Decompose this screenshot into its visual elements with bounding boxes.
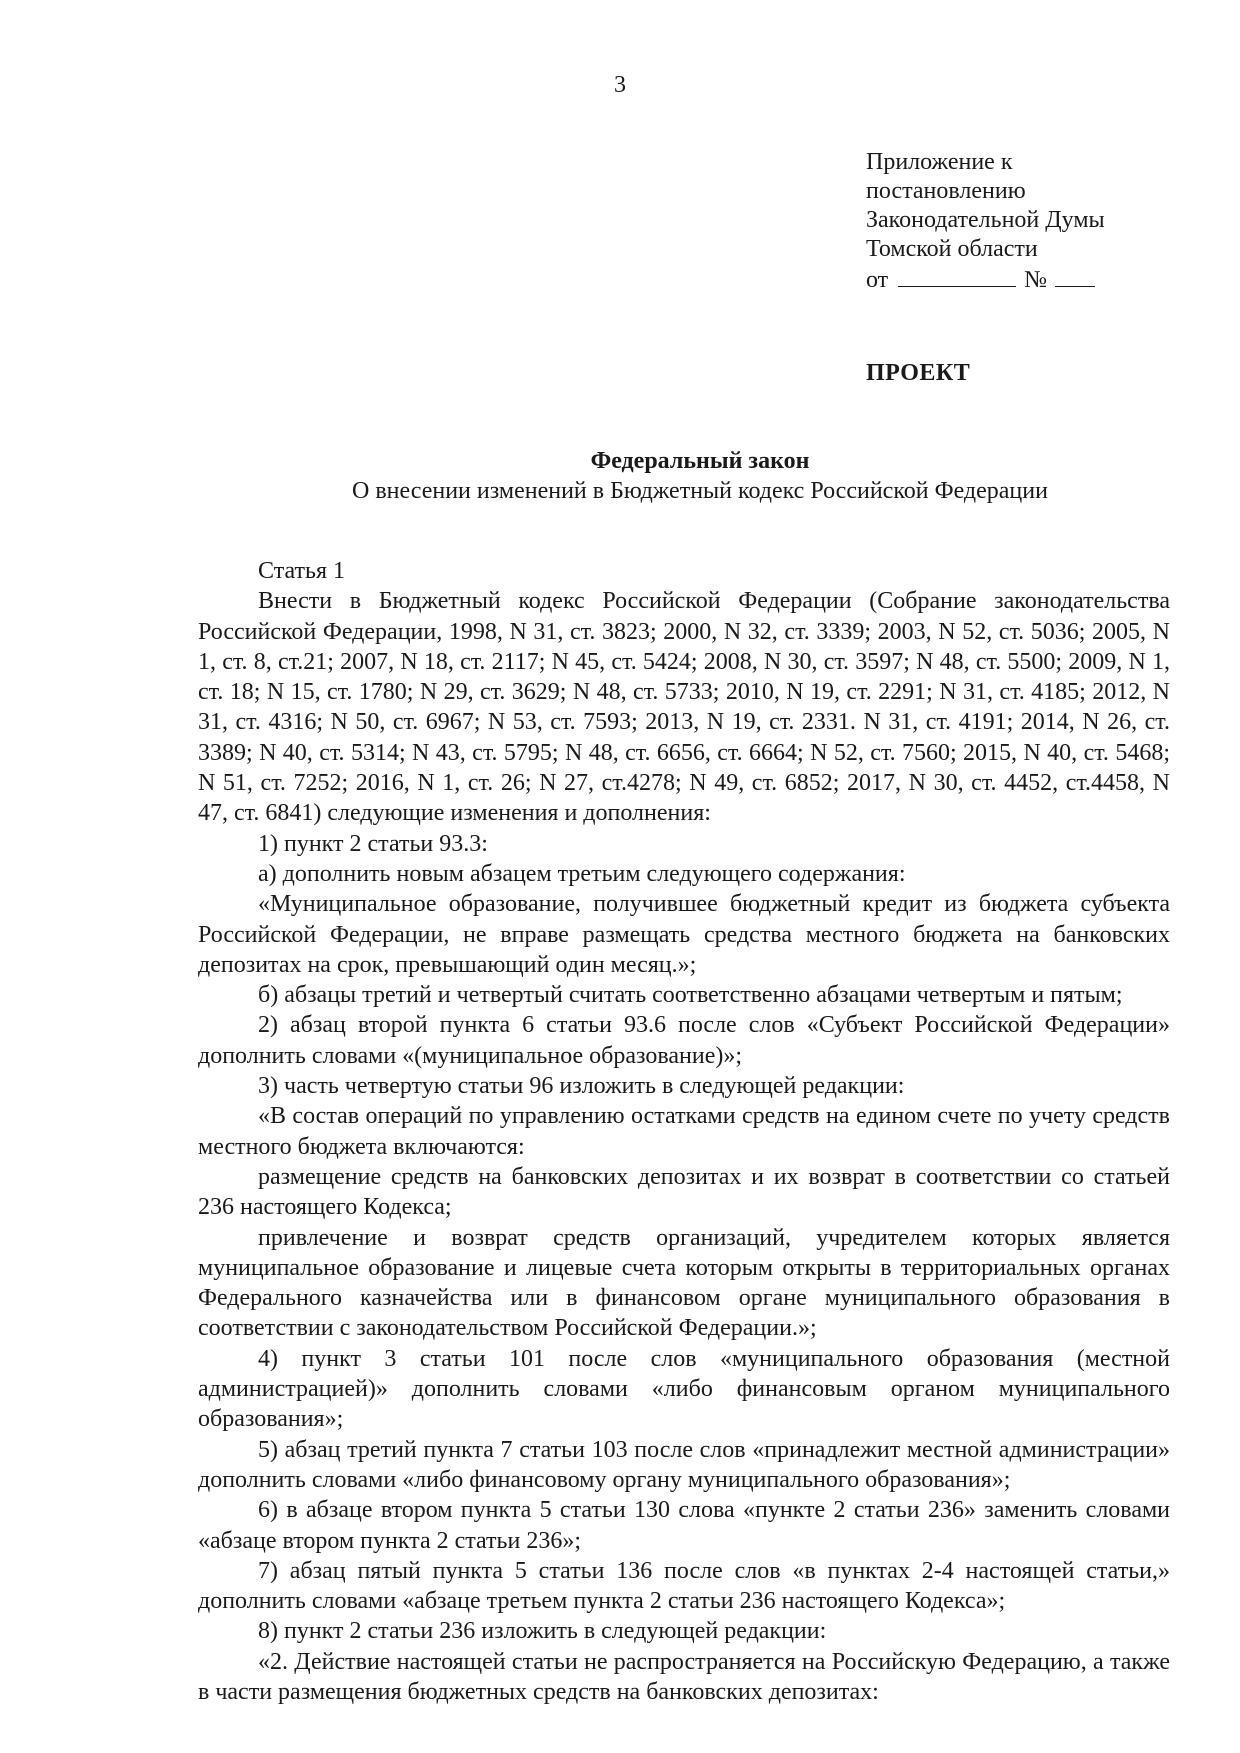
page-number: 3 — [614, 72, 626, 98]
appendix-line-2: постановлению — [866, 178, 1026, 204]
date-blank — [898, 264, 1016, 287]
article-paragraph: привлечение и возврат средств организаций, учредителем которых является муниципальное образование и лицевые счета которым открыты в территориальных органах Федерального казначейства или в финансовом органе муниципального образования в соответствии с законодательством Российской Федерации.»; — [198, 1224, 1170, 1342]
article-paragraph: 3) часть четвертую статьи 96 изложить в следующей редакции: — [258, 1073, 905, 1100]
article-paragraph: «Муниципальное образование, получившее бюджетный кредит из бюджета субъекта Российской Федерации, не вправе размещать средства местного бюджета на банковских депозитах на срок, превышающий один месяц.»; — [198, 891, 1170, 978]
article-body — [198, 556, 1170, 1707]
appendix-date-line — [866, 264, 1105, 295]
law-kind: Федеральный закон — [590, 448, 810, 474]
appendix-line-1: Приложение к — [866, 149, 1013, 175]
article-heading: Статья 1 — [258, 558, 345, 584]
article-paragraph: 8) пункт 2 статьи 236 изложить в следующей редакции: — [258, 1618, 827, 1645]
number-blank — [1055, 264, 1095, 287]
appendix-block — [866, 148, 1105, 295]
article-paragraph: «2. Действие настоящей статьи не распространяется на Российскую Федерацию, а также в части размещения бюджетных средств на банковских депозитах: — [198, 1648, 1170, 1705]
article-paragraph: б) абзацы третий и четвертый считать соответственно абзацами четвертым и пятым; — [258, 982, 1123, 1009]
article-paragraph: 2) абзац второй пункта 6 статьи 93.6 после слов «Субъект Российской Федерации» дополнить словами «(муниципальное образование)»; — [198, 1012, 1170, 1069]
article-paragraph: 1) пункт 2 статьи 93.3: — [258, 830, 488, 857]
article-paragraph: Внести в Бюджетный кодекс Российской Федерации (Собрание законодательства Российской Федерации, 1998, N 31, ст. 3823; 2000, N 32, ст. 3339; 2003, N 52, ст. 5036; 2005, N 1, ст. 8, ст.21; 2007, N 18, ст. 2117; N 45, ст. 5424; 2008, N 30, ст. 3597; N 48, ст. 5500; 2009, N 1, ст. 18; N 15, ст. 1780; N 29, ст. 3629; N 48, ст. 5733; 2010, N 19, ст. 2291; N 31, ст. 4185; 2012, N 31, ст. 4316; N 50, ст. 6967; N 53, ст. 7593; 2013, N 19, ст. 2331. N 31, ст. 4191; 2014, N 26, ст. 3389; N 40, ст. 5314; N 43, ст. 5795; N 48, ст. 6656, ст. 6664; N 52, ст. 7560; 2015, N 40, ст. 5468; N 51, ст. 7252; 2016, N 1, ст. 26; N 27, ст.4278; N 49, ст. 6852; 2017, N 30, ст. 4452, ст.4458, N 47, ст. 6841) следующие изменения и дополнения: — [198, 588, 1170, 827]
article-paragraph: 7) абзац пятый пункта 5 статьи 136 после слов «в пунктах 2-4 настоящей статьи,» дополнить словами «абзаце третьем пункта 2 статьи 236 настоящего Кодекса»; — [198, 1557, 1170, 1615]
article-paragraph: 4) пункт 3 статьи 101 после слов «муниципального образования (местной администрацией)» дополнить словами «либо финансовым органом муниципального образования»; — [198, 1345, 1170, 1433]
appendix-line-3: Законодательной Думы — [866, 207, 1105, 233]
appendix-line-4: Томской области — [866, 236, 1038, 262]
article-paragraph: 5) абзац третий пункта 7 статьи 103 после слов «принадлежит местной администрации» дополнить словами «либо финансовому органу муниципального образования»; — [198, 1436, 1170, 1493]
number-sign: № — [1024, 267, 1048, 293]
article-paragraph: 6) в абзаце втором пункта 5 статьи 130 слова «пункте 2 статьи 236» заменить словами «абзаце втором пункта 2 статьи 236»; — [198, 1497, 1170, 1554]
article-paragraph: «В состав операций по управлению остатками средств на едином счете по учету средств местного бюджета включаются: — [198, 1103, 1170, 1160]
date-prefix: от — [866, 267, 889, 293]
project-label: ПРОЕКТ — [866, 360, 971, 386]
article-paragraph: размещение средств на банковских депозитах и их возврат в соответствии со статьей 236 настоящего Кодекса; — [198, 1163, 1170, 1221]
article-paragraph: а) дополнить новым абзацем третьим следующего содержания: — [258, 860, 906, 887]
law-subject: О внесении изменений в Бюджетный кодекс Российской Федерации — [352, 478, 1048, 504]
law-title — [200, 446, 1200, 506]
